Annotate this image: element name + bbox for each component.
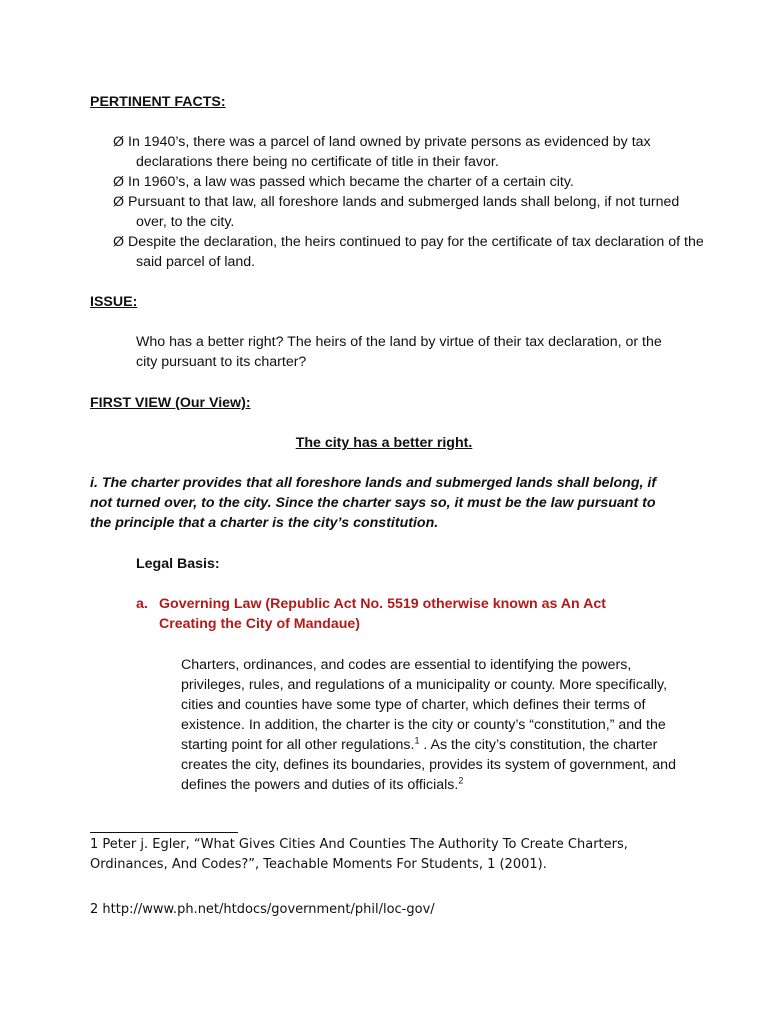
thesis-statement: The city has a better right. xyxy=(295,435,473,451)
footnote-2[interactable]: 2 http://www.ph.net/htdocs/government/phil/loc-gov/ xyxy=(90,902,435,917)
footnote-ref-1[interactable]: 1 xyxy=(414,735,420,746)
fact-item: Ø Despite the declaration, the heirs continued to pay for the certificate of tax declaration of the said parcel of land. xyxy=(113,234,704,270)
footnote-divider xyxy=(90,832,238,833)
fact-item: Ø Pursuant to that law, all foreshore lands and submerged lands shall belong, if not turned over, to the city. xyxy=(113,194,680,230)
item-a-line1: Governing Law (Republic Act No. 5519 otherwise known as An Act xyxy=(159,596,606,612)
issue-heading: ISSUE: xyxy=(90,294,138,310)
issue-text: Who has a better right? The heirs of the land by virtue of their tax declaration, or the city pursuant to its charter? xyxy=(136,334,662,370)
bullet-symbol: Ø xyxy=(113,174,125,190)
point-i: i. The charter provides that all foreshore lands and submerged lands shall belong, if not turned over, to the city. Since the charter says so, it must be the law pursuant to the principle that a charter is the city’s constitution. xyxy=(90,475,657,531)
footnote-ref-2[interactable]: 2 xyxy=(458,775,464,786)
item-a-line2: Creating the City of Mandaue) xyxy=(159,616,361,632)
bullet-symbol: Ø xyxy=(113,194,125,210)
fact-item: Ø In 1940’s, there was a parcel of land owned by private persons as evidenced by tax declarations there being no certificate of title in their favor. xyxy=(113,134,651,170)
legal-basis-label: Legal Basis: xyxy=(136,556,220,572)
bullet-symbol: Ø xyxy=(113,134,125,150)
fact-item: Ø In 1960’s, a law was passed which became the charter of a certain city. xyxy=(113,174,574,190)
first-view-heading: FIRST VIEW (Our View): xyxy=(90,395,251,411)
footnote-1: 1 Peter j. Egler, “What Gives Cities And Counties The Authority To Create Charters, Ordinances, And Codes?”, Teachable Moments For Students, 1 (2001). xyxy=(90,837,628,872)
bullet-symbol: Ø xyxy=(113,234,125,250)
item-a-marker: a. xyxy=(136,596,148,612)
charter-quote: Charters, ordinances, and codes are essential to identifying the powers, privileges, rules, and regulations of a municipality or county. More specifically, cities and counties have some type of charter, which defines their terms of existence. In addition, the charter is the city or county’s “constitution,” and the starting point for all other regulations.$^1$ . As the city’s constitution, the charter creates the city, defines its boundaries, provides its system of government, and defines the powers and duties of its officials.$^2$ xyxy=(181,657,676,793)
pertinent-facts-heading: PERTINENT FACTS: xyxy=(90,94,226,110)
